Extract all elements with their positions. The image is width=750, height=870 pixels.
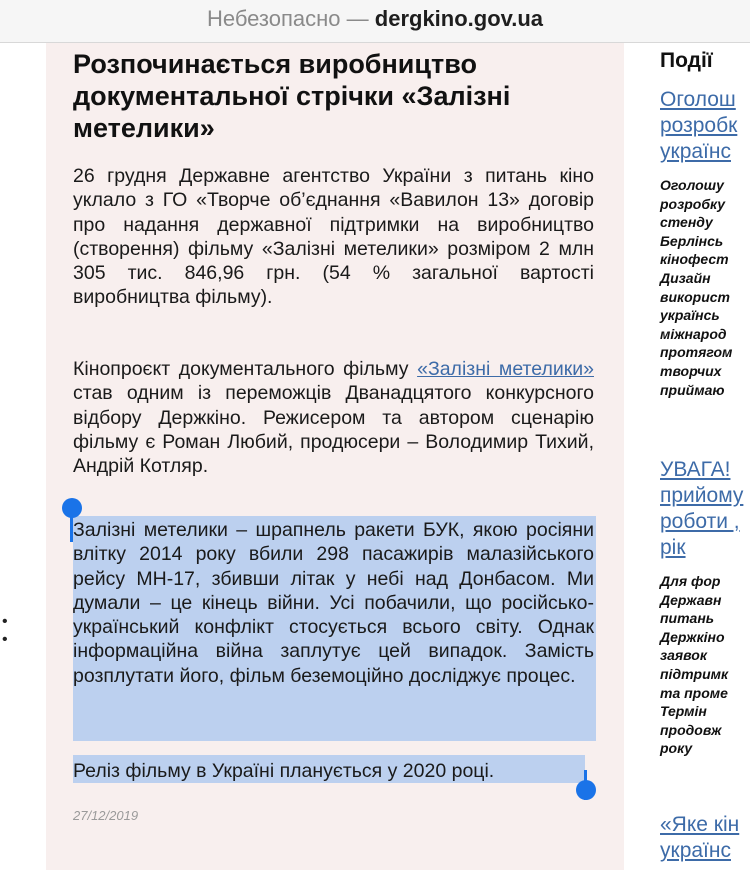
sidebar-event-link-1[interactable] [660,87,737,165]
event-link-2-line: роботи , [660,510,740,533]
event-desc-1-line: міжнарод [660,325,727,342]
paragraph-2-text-start: Кінопроєкт документального фільму [73,358,418,380]
event-link-1-line: розробк [660,114,738,137]
event-link-2-line: УВАГА! [660,458,731,481]
sidebar-event-desc-2 [660,572,728,758]
event-link-3-line: українс [660,839,731,862]
url-domain: dergkino.gov.ua [374,6,544,31]
article-date: 27/12/2019 [73,808,139,823]
event-desc-2-line: Термін [660,703,707,720]
article-paragraph-3: Залізні метелики – шрапнель ракети БУК, якою росіяни влітку 2014 року вбили 298 пасажирів малазійського рейсу МН-17, збивши літак у небі над Донбасом. Ми думали – це кінець війни. Усі побачили, що російсько-український конфлікт стосується всього світу. Однак інформаційна війна заплутує цей випадок. Замість розплутати його, фільм беземоційно досліджує процес. [73,519,594,687]
left-page-edge [0,43,46,870]
event-desc-1-line: кінофест [660,251,729,268]
sidebar-event-link-3[interactable] [660,812,739,864]
event-desc-2-line: продовж [660,721,722,738]
event-desc-1-line: Дизайн [660,269,711,286]
selection-start-handle[interactable] [62,498,82,518]
article-title: Розпочинається виробництво документальної стрічки «Залізні метелики» [73,49,511,143]
event-link-1-line: Оголош [660,88,736,111]
sidebar-title: Події [660,49,713,72]
article-paragraph-4: Реліз фільму в Україні планується у 2020 році. [73,760,495,782]
event-desc-2-line: та проме [660,684,728,701]
text-selection[interactable] [73,516,596,783]
event-desc-2-line: заявок [660,647,707,664]
event-desc-2-line: Державн [660,591,722,608]
article-paragraph-2 [73,357,594,478]
paragraph-2-text-end: став одним із переможців Дванадцятого конкурсного відбору Держкіно. Режисером та автором сценарію фільму є Роман Любий, продюсери – Володимир Тихий, Андрій Котляр. [73,382,594,478]
event-desc-1-line: українсь [660,307,720,324]
security-status: Небезопасно — [206,6,375,31]
event-desc-2-line: питань [660,610,715,627]
event-desc-1-line: приймаю [660,381,725,398]
event-link-2-line: прийому [660,484,744,507]
article-paragraph-1: 26 грудня Державне агентство України з питань кіно уклало з ГО «Творче об’єднання «Вавилон 13» договір про надання державної підтримки на виробництво (створення) фільму «Залізні метелики» розміром 2 млн 305 тис. 846,96 грн. (54 % загальної вартості виробництва фільму). [73,165,594,309]
column-gap [624,43,658,870]
event-desc-1-line: творчих [660,362,722,379]
left-edge-dots: • • [2,613,8,648]
event-desc-1-line: протягом [660,344,733,361]
event-link-1-line: українс [660,140,731,163]
event-link-2-line: рік [660,536,686,559]
event-desc-1-line: Берлінсь [660,232,724,249]
event-desc-2-line: Для фор [660,573,721,589]
event-desc-1-line: розробку [660,195,726,212]
event-desc-1-line: використ [660,288,730,305]
event-desc-1-line: Оголошу [660,177,724,193]
sidebar-event-link-2[interactable] [660,457,743,561]
event-desc-2-line: Держкіно [660,628,725,645]
film-link[interactable]: «Залізні метелики» [417,358,594,380]
selection-end-handle[interactable] [576,780,596,800]
events-sidebar [658,43,750,870]
event-link-3-line: «Яке кін [660,813,740,836]
event-desc-2-line: року [660,740,693,757]
event-desc-2-line: підтримк [660,665,729,682]
sidebar-event-desc-1 [660,176,732,399]
address-bar[interactable] [0,0,750,43]
event-desc-1-line: стенду [660,214,713,231]
